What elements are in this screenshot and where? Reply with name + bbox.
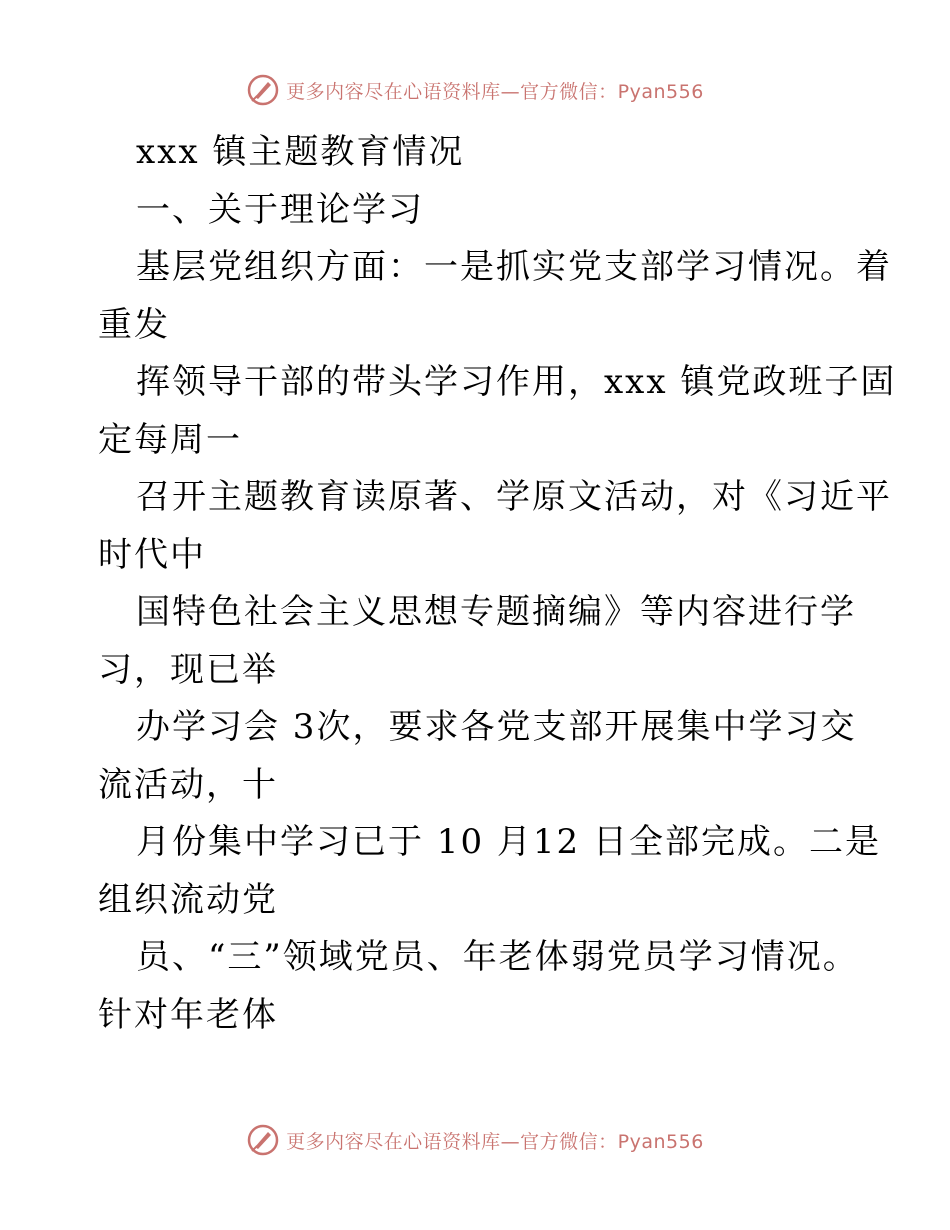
- section-heading: 一、关于理论学习: [136, 189, 424, 230]
- paragraph-line: 基层党组织方面：一是抓实党支部学习情况。着: [136, 247, 892, 287]
- paragraph-line: 国特色社会主义思想专题摘编》等内容进行学: [136, 592, 856, 632]
- paragraph-line: 流活动，十: [98, 764, 278, 805]
- feather-pen-circle-icon: [246, 73, 280, 107]
- paragraph-line: 办学习会 3次，要求各党支部开展集中学习交: [136, 707, 857, 747]
- watermark-text: 更多内容尽在心语资料库—官方微信：Pyan556: [286, 80, 704, 103]
- paragraph-line: 挥领导干部的带头学习作用，xxx 镇党政班子固: [136, 362, 897, 402]
- footer-watermark: [0, 1120, 950, 1160]
- paragraph-line: 月份集中学习已于 10 月12 日全部完成。二是: [136, 822, 881, 862]
- paragraph-line: 习，现已举: [98, 649, 278, 690]
- paragraph-line: 针对年老体: [98, 994, 278, 1035]
- paragraph-line: 组织流动党: [98, 879, 278, 920]
- paragraph-line: 时代中: [98, 534, 206, 575]
- paragraph-line: 定每周一: [98, 419, 242, 460]
- feather-pen-circle-icon: [246, 1123, 280, 1157]
- document-title: xxx 镇主题教育情况: [136, 132, 465, 172]
- paragraph-line: 召开主题教育读原著、学原文活动，对《习近平: [136, 477, 892, 517]
- paragraph-line: 重发: [98, 304, 170, 345]
- watermark-text: 更多内容尽在心语资料库—官方微信：Pyan556: [286, 1130, 704, 1153]
- header-watermark: [0, 70, 950, 110]
- paragraph-line: 员、“三”领域党员、年老体弱党员学习情况。: [136, 937, 859, 977]
- document-body: [98, 124, 897, 1044]
